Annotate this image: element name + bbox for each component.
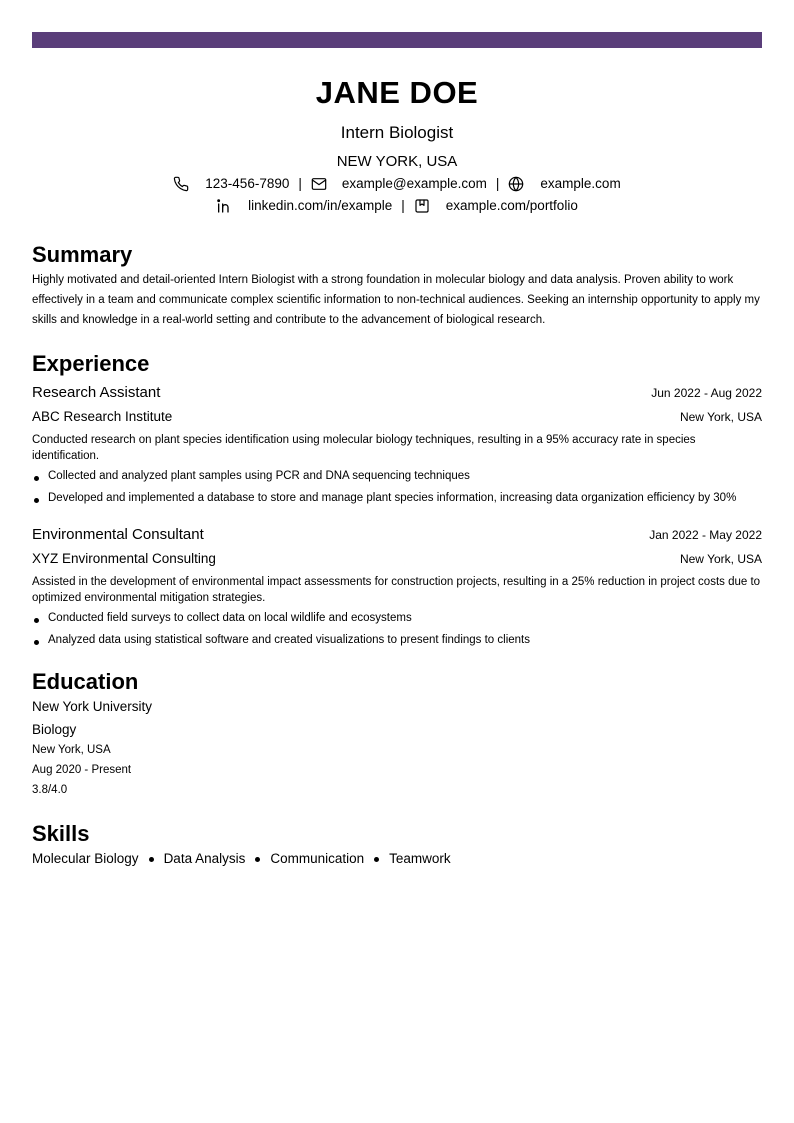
job-title: Environmental Consultant — [32, 526, 204, 543]
education-section — [32, 668, 762, 800]
job-header-row — [32, 382, 762, 404]
summary-section — [32, 241, 762, 330]
globe-icon — [508, 176, 524, 192]
education-gpa: 3.8/4.0 — [32, 784, 68, 796]
separator: | — [298, 176, 302, 191]
summary-heading: Summary — [32, 242, 133, 267]
job-company-row — [32, 546, 762, 569]
job-dates: Jan 2022 - May 2022 — [649, 528, 762, 542]
job-dates: Jun 2022 - Aug 2022 — [651, 386, 762, 400]
job-entry — [32, 524, 762, 648]
phone-icon — [173, 176, 189, 192]
resume-header — [32, 74, 762, 216]
experience-section — [32, 350, 762, 648]
phone-text[interactable]: 123-456-7890 — [205, 176, 290, 191]
mail-icon — [311, 176, 327, 192]
portfolio-text[interactable]: example.com/portfolio — [445, 198, 578, 213]
email-text[interactable]: example@example.com — [341, 176, 487, 191]
education-dates: Aug 2020 - Present — [32, 764, 132, 776]
portfolio-icon — [414, 198, 430, 214]
summary-text: Highly motivated and detail-oriented Intern Biologist with a strong foundation in molecular biology and data analysis. Proven ability to work effectively in a team and communicate complex scientific information to non-technical audiences. Seeking an internship opportunity to apply my skills and knowledge in a real-world setting and contribute to the advancement of biological research. — [32, 274, 760, 326]
linkedin-icon — [216, 198, 232, 214]
candidate-name: JANE DOE — [315, 75, 479, 110]
job-description: Conducted research on plant species identification using molecular biology techniques, resulting in a 95% accuracy rate in species identification. — [32, 434, 696, 462]
resume-page — [32, 32, 762, 869]
list-item: Analyzed data using statistical software and created visualizations to present findings to clients — [32, 632, 762, 648]
job-entry — [32, 382, 762, 506]
skills-list — [32, 849, 762, 869]
skill-item: Molecular Biology — [32, 851, 139, 866]
job-header-row — [32, 524, 762, 546]
job-location: New York, USA — [679, 410, 762, 424]
contact-row-1 — [32, 174, 762, 194]
job-description: Assisted in the development of environmental impact assessments for construction projects, resulting in a 25% reduction in project costs due to optimized environmental mitigation strategies. — [32, 576, 761, 604]
candidate-location: NEW YORK, USA — [336, 153, 458, 170]
experience-heading: Experience — [32, 351, 150, 376]
job-location: New York, USA — [679, 552, 762, 566]
skill-item: Teamwork — [389, 851, 451, 866]
skills-heading: Skills — [32, 821, 90, 846]
contact-row-2 — [32, 196, 762, 216]
job-title: Research Assistant — [32, 384, 161, 401]
skill-item: Data Analysis — [163, 851, 246, 866]
education-heading: Education — [32, 669, 139, 694]
accent-bar — [32, 32, 762, 48]
skills-section — [32, 820, 762, 869]
candidate-title: Intern Biologist — [340, 123, 454, 142]
separator: | — [495, 176, 500, 191]
education-school: New York University — [32, 699, 153, 714]
website-text[interactable]: example.com — [540, 176, 621, 191]
job-company: XYZ Environmental Consulting — [32, 551, 216, 566]
job-company-row — [32, 404, 762, 427]
job-bullets — [32, 468, 762, 506]
job-company: ABC Research Institute — [32, 409, 173, 424]
list-item: Developed and implemented a database to store and manage plant species information, increasing data organization efficiency by 30% — [32, 490, 762, 506]
separator: | — [401, 198, 405, 213]
linkedin-text[interactable]: linkedin.com/in/example — [248, 198, 393, 213]
job-bullets — [32, 610, 762, 648]
bullet-dot — [255, 857, 260, 862]
bullet-dot — [374, 857, 379, 862]
education-field: Biology — [32, 722, 77, 737]
education-location: New York, USA — [32, 744, 111, 756]
bullet-dot — [149, 857, 154, 862]
skill-item: Communication — [270, 851, 365, 866]
list-item: Collected and analyzed plant samples using PCR and DNA sequencing techniques — [32, 468, 762, 484]
list-item: Conducted field surveys to collect data on local wildlife and ecosystems — [32, 610, 762, 626]
